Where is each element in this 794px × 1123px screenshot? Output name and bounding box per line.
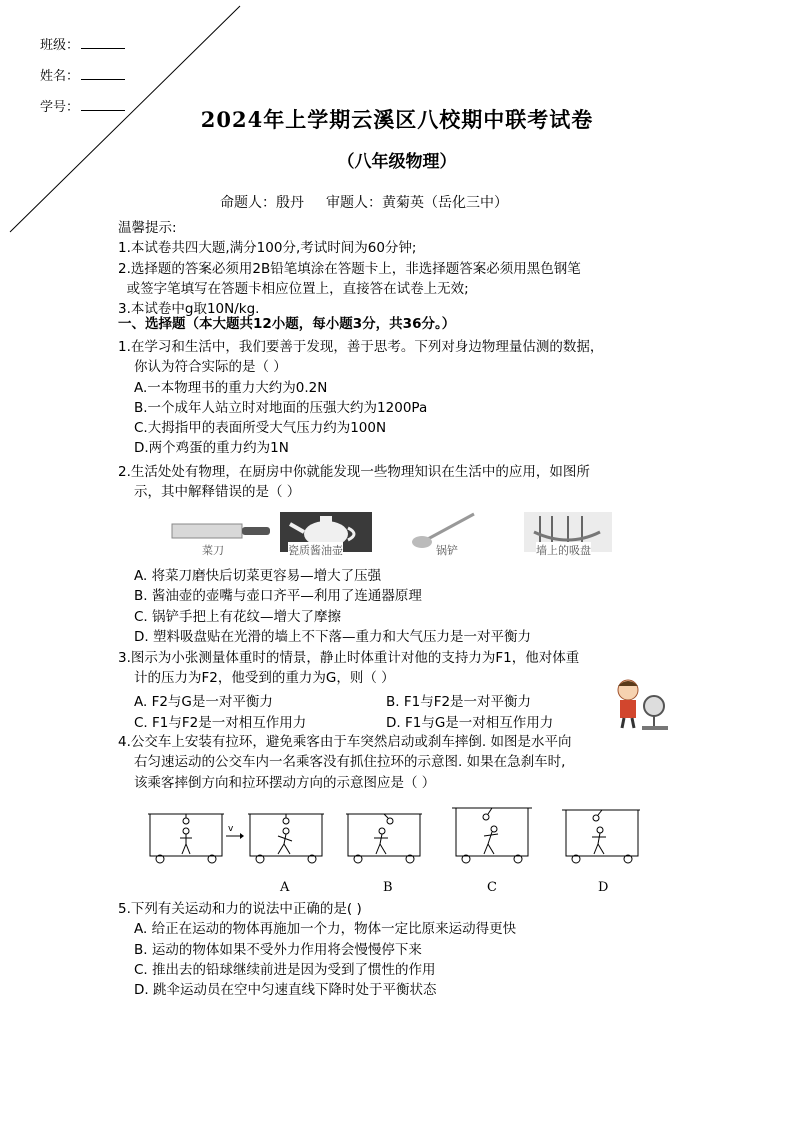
question-2 — [118, 462, 590, 503]
page-title: 2024年上学期云溪区八校期中联考试卷 — [200, 107, 594, 132]
name-field[interactable] — [40, 65, 125, 84]
q1-option-b[interactable]: B.一个成年人站立时对地面的压强大约为1200Pa — [134, 399, 428, 416]
bus-label-a: A — [280, 880, 290, 895]
tips-line: 2.选择题的答案必须用2B铅笔填涂在答题卡上，非选择题答案必须用黑色钢笔 — [118, 260, 581, 277]
q5-option-c[interactable]: C. 推出去的铅球继续前进是因为受到了惯性的作用 — [134, 961, 436, 978]
q1-option-a[interactable]: A.一本物理书的重力大约为0.2N — [134, 379, 328, 396]
q2-stem: 2.生活处处有物理，在厨房中你就能发现一些物理知识在生活中的应用，如图所 — [118, 464, 590, 480]
q1-stem: 1.在学习和生活中，我们要善于发现，善于思考。下列对身边物理量估测的数据， — [118, 339, 604, 355]
caption-teapot: 瓷质酱油壶 — [288, 544, 343, 557]
tips-block — [118, 218, 581, 319]
id-label: 学号： — [40, 100, 80, 115]
question-3 — [118, 648, 579, 689]
class-label: 班级： — [40, 38, 80, 53]
setter: 命题人：殷丹 — [220, 195, 304, 211]
caption-spatula: 锅铲 — [436, 544, 458, 557]
bus-option-b[interactable] — [346, 814, 422, 863]
section-heading: 一、选择题（本大题共12小题，每小题3分，共36分。） — [118, 316, 456, 332]
tips-line: 或签字笔填写在答题卡相应位置上，直接答在试卷上无效; — [118, 280, 469, 297]
name-label: 姓名： — [40, 69, 80, 84]
q3-option-c[interactable]: C. F1与F2是一对相互作用力 — [134, 715, 307, 731]
caption-knife: 菜刀 — [202, 544, 224, 557]
tips-heading: 温馨提示: — [118, 220, 177, 236]
caption-suction: 墙上的吸盘 — [536, 544, 591, 557]
q5-option-b[interactable]: B. 运动的物体如果不受外力作用将会慢慢停下来 — [134, 941, 422, 958]
bus-label-d: D — [598, 880, 609, 895]
q5-option-d[interactable]: D. 跳伞运动员在空中匀速直线下降时处于平衡状态 — [134, 982, 437, 999]
question-4 — [118, 732, 571, 793]
q1-stem: 你认为符合实际的是（ ） — [134, 359, 287, 376]
q2-option-c[interactable]: C. 锅铲手把上有花纹—增大了摩擦 — [134, 608, 342, 625]
bus-diagrams — [146, 804, 646, 870]
q3-option-d[interactable]: D. F1与G是一对相互作用力 — [386, 715, 554, 731]
q3-stem: 3.图示为小张测量体重时的情景，静止时体重计对他的支持力为F1，他对体重 — [118, 650, 580, 666]
authors-line — [220, 192, 508, 212]
class-field[interactable] — [40, 34, 125, 53]
q3-option-b[interactable]: B. F1与F2是一对平衡力 — [386, 694, 532, 710]
tips-line: 3.本试卷中g取10N/kg. — [118, 301, 260, 318]
name-blank[interactable] — [81, 67, 125, 80]
q4-stem: 右匀速运动的公交车内一名乘客没有抓住拉环的示意图. 如果在急刹车时, — [134, 754, 566, 771]
bus-option-c[interactable] — [452, 808, 532, 863]
kitchen-images — [168, 508, 618, 557]
question-1 — [118, 337, 603, 459]
bus-label-c: C — [487, 880, 497, 895]
weighing-illustration — [606, 676, 672, 732]
q2-option-d[interactable]: D. 塑料吸盘贴在光滑的墙上不下落—重力和大气压力是一对平衡力 — [134, 628, 531, 645]
reviewer: 审题人：黄菊英（岳化三中） — [326, 195, 508, 211]
q5-stem: 5.下列有关运动和力的说法中正确的是( ) — [118, 901, 362, 917]
q3-stem: 计的压力为F2，他受到的重力为G，则（ ） — [134, 670, 395, 687]
knife-image — [172, 524, 270, 538]
bus-option-d[interactable] — [562, 810, 640, 863]
q4-stem: 该乘客摔倒方向和拉环摆动方向的示意图应是（ ） — [134, 774, 436, 791]
bus-reference — [148, 814, 224, 863]
velocity-label: v — [228, 824, 234, 834]
class-blank[interactable] — [81, 36, 125, 49]
tips-line: 1.本试卷共四大题,满分100分,考试时间为60分钟; — [118, 240, 417, 257]
bus-option-a[interactable] — [248, 814, 324, 863]
q2-options — [134, 566, 531, 647]
question-5 — [118, 899, 516, 1000]
q1-option-c[interactable]: C.大拇指甲的表面所受大气压力约为100N — [134, 420, 387, 437]
q5-option-a[interactable]: A. 给正在运动的物体再施加一个力，物体一定比原来运动得更快 — [134, 921, 517, 938]
q4-stem: 4.公交车上安装有拉环，避免乘客由于车突然启动或刹车摔倒. 如图是水平向 — [118, 734, 572, 750]
q1-option-d[interactable]: D.两个鸡蛋的重力约为1N — [134, 440, 289, 457]
q2-option-a[interactable]: A. 将菜刀磨快后切菜更容易—增大了压强 — [134, 568, 382, 584]
bus-label-b: B — [383, 880, 393, 895]
q2-option-b[interactable]: B. 酱油壶的壶嘴与壶口齐平—利用了连通器原理 — [134, 588, 422, 605]
q2-stem: 示，其中解释错误的是（ ） — [134, 484, 301, 501]
page-subtitle: （八年级物理） — [337, 152, 457, 172]
q3-option-a[interactable]: A. F2与G是一对平衡力 — [134, 694, 273, 710]
